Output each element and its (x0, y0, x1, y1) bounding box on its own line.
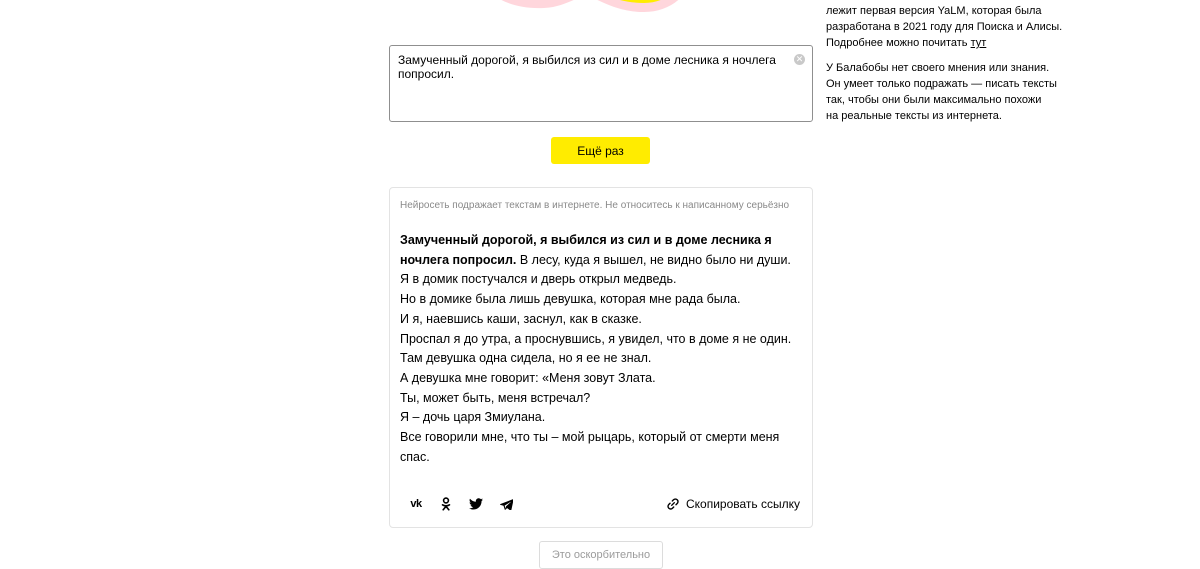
result-line: Ты, может быть, меня встречал? (400, 390, 591, 405)
result-line: И я, наевшись каши, заснул, как в сказке. (400, 311, 642, 326)
about-line: Он умеет только подражать — писать тексты (826, 78, 1057, 90)
result-line: Проспал я до утра, а проснувшись, я увидел, что в доме я не один. (400, 331, 792, 346)
link-icon (666, 497, 680, 511)
result-line: Я – дочь царя Змиулана. (400, 410, 546, 425)
copy-link-button[interactable] (666, 496, 800, 512)
report-offensive-button[interactable]: Это оскорбительно (539, 541, 663, 569)
result-line: Там девушка одна сидела, но я ее не знал. (400, 351, 652, 366)
result-line: Все говорили мне, что ты – мой рыцарь, который от смерти меня (400, 430, 780, 445)
telegram-icon[interactable] (498, 496, 514, 512)
clear-icon[interactable]: ✕ (795, 54, 804, 64)
odnoklassniki-glyph (441, 497, 451, 511)
disclaimer-text: Нейросеть подражает текстам в интернете. Не относитесь к написанному серьёзно (400, 200, 790, 211)
read-more-link[interactable]: тут (970, 37, 987, 49)
vk-glyph: vk (410, 498, 422, 510)
result-line: А девушка мне говорит: «Меня зовут Злата. (400, 370, 656, 385)
share-icons (408, 496, 528, 512)
result-line: Я в домик постучался и дверь открыл медведь. (400, 272, 677, 287)
result-card (389, 187, 813, 528)
generated-text (400, 231, 800, 467)
about-line: на реальные тексты из интернета. (826, 110, 1002, 122)
result-line (400, 231, 800, 251)
result-line (400, 251, 800, 271)
balaboba-mascot-graphic (464, 0, 704, 22)
result-line: спас. (400, 449, 430, 464)
twitter-glyph (469, 498, 483, 510)
vk-icon[interactable] (408, 496, 424, 512)
copy-link-label: Скопировать ссылку (685, 497, 800, 511)
about-line: так, чтобы они были максимально похожи (826, 94, 1042, 106)
result-line: Но в домике была лишь девушка, которая мне рада была. (400, 292, 741, 307)
prompt-echo-bold: Замученный дорогой, я выбился из сил и в доме лесника я (400, 233, 772, 247)
about-line-text: Подробнее можно почитать (826, 37, 971, 49)
result-continuation: В лесу, куда я вышел, не видно было ни души. (516, 252, 791, 267)
prompt-echo-bold: ночлега попросил. (400, 252, 517, 267)
telegram-glyph (500, 499, 513, 510)
odnoklassniki-icon[interactable] (438, 496, 454, 512)
about-line: лежит первая версия YaLM, которая была (826, 5, 1042, 17)
about-paragraph (826, 3, 1076, 51)
mascot-outline (474, 0, 696, 12)
twitter-icon[interactable] (468, 496, 484, 512)
disclaimer-paragraph (826, 60, 1076, 124)
about-line: разработана в 2021 году для Поиска и Алисы. (826, 21, 1063, 33)
prompt-textarea[interactable] (389, 45, 813, 122)
about-line (826, 35, 1076, 51)
again-button[interactable]: Ещё раз (551, 137, 650, 164)
prompt-text[interactable]: Замученный дорогой, я выбился из сил и в доме лесника я ночлега попросил. (398, 53, 776, 81)
mascot-fill (484, 0, 686, 3)
about-line: У Балабобы нет своего мнения или знания. (826, 62, 1050, 74)
